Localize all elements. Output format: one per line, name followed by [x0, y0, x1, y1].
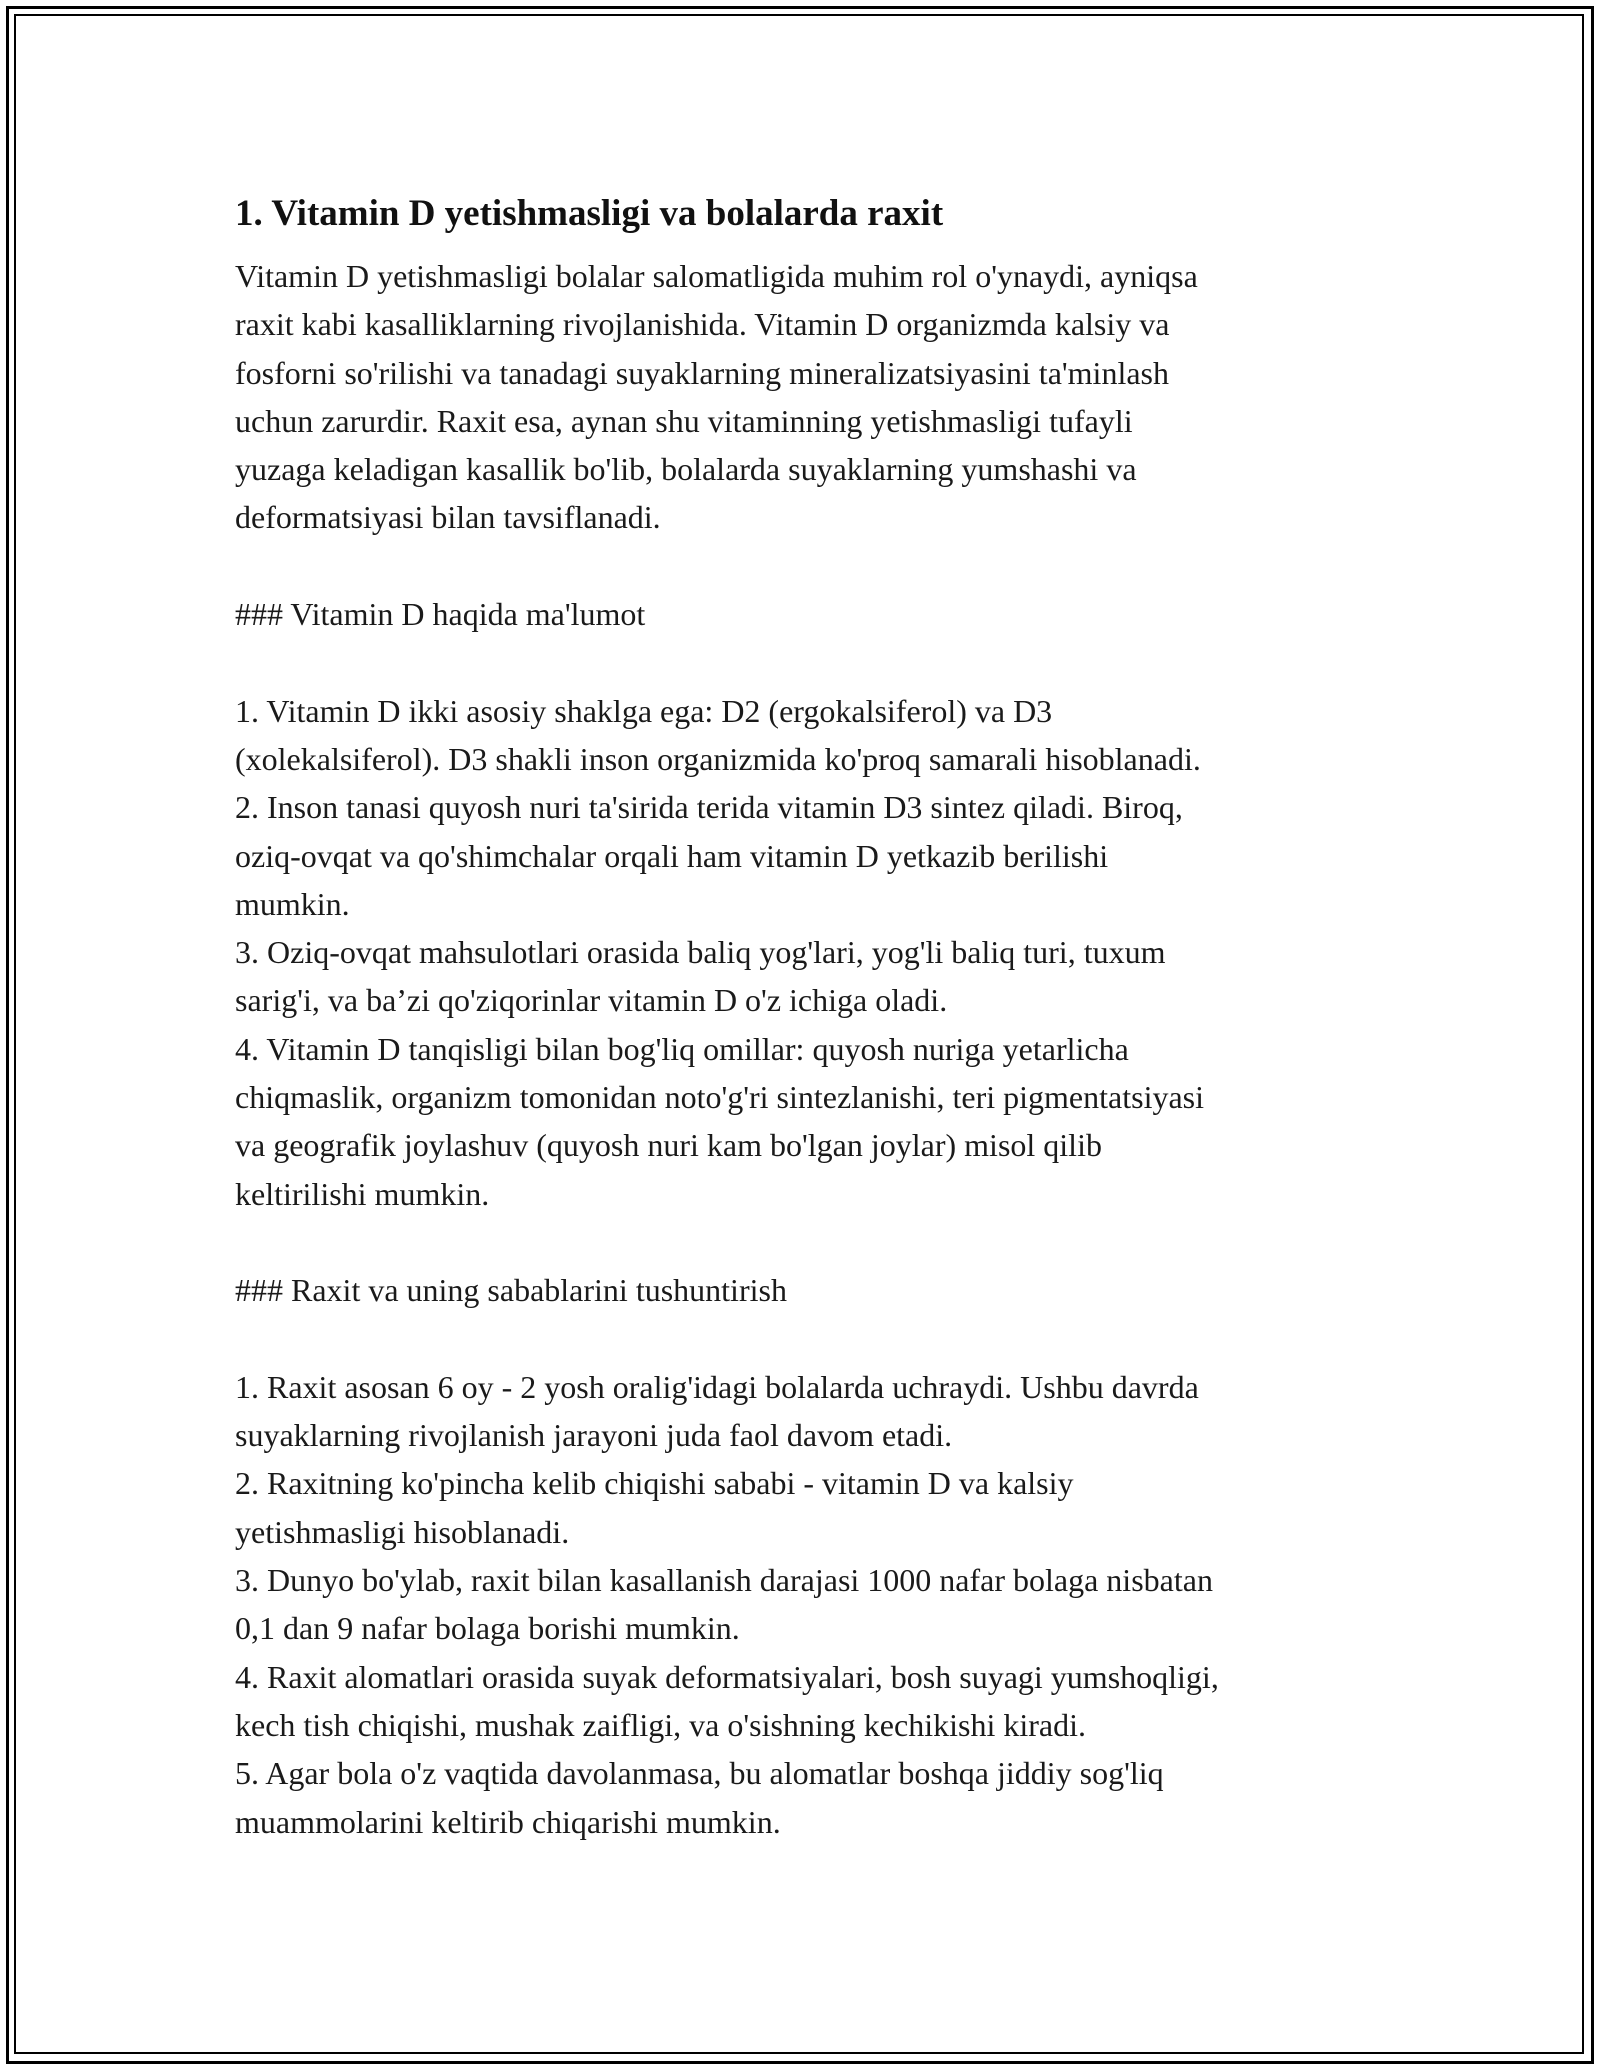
- spacer: [235, 638, 1375, 686]
- list-item: 3. Oziq-ovqat mahsulotlari orasida baliq yog'lari, yog'li baliq turi, tuxum sarig'i, va ba’zi qo'ziqorinlar vitamin D o'z ichiga oladi.: [235, 934, 1166, 1019]
- list-item: 4. Raxit alomatlari orasida suyak deformatsiyalari, bosh suyagi yumshoqligi, kech tish chiqishi, mushak zaifligi, va o'sishning kechikishi kiradi.: [235, 1658, 1219, 1743]
- intro-paragraph: Vitamin D yetishmasligi bolalar salomatligida muhim rol o'ynaydi, ayniqsa raxit kabi kasalliklarning rivojlanishida. Vitamin D organizmda kalsiy va fosforni so'rilishi va tanadagi suyaklarning mineralizatsiyasini ta'minlash uchun zarurdir. Raxit esa, aynan shu vitaminning yetishmasligi tufayli yuzaga keladigan kasallik bo'lib, bolalarda suyaklarning yumshashi va deformatsiyasi bilan tavsiflanadi.: [235, 258, 1198, 536]
- spacer: [235, 1218, 1375, 1266]
- list-item: 2. Inson tanasi quyosh nuri ta'sirida terida vitamin D3 sintez qiladi. Biroq, oziq-ovqat va qo'shimchalar orqali ham vitamin D yetkazib berilishi mumkin.: [235, 789, 1183, 922]
- document-body: [235, 184, 1375, 1846]
- list-item: 3. Dunyo bo'ylab, raxit bilan kasallanish darajasi 1000 nafar bolaga nisbatan 0,1 dan 9 nafar bolaga borishi mumkin.: [235, 1562, 1213, 1647]
- list-item: 1. Raxit asosan 6 oy - 2 yosh oralig'idagi bolalarda uchraydi. Ushbu davrda suyaklarning rivojlanish jarayoni juda faol davom etadi.: [235, 1368, 1199, 1454]
- list-item: 1. Vitamin D ikki asosiy shaklga ega: D2 (ergokalsiferol) va D3 (xolekalsiferol). D3 shakli inson organizmida ko'proq samarali hisoblanadi.: [235, 692, 1201, 777]
- list-item: 4. Vitamin D tanqisligi bilan bog'liq omillar: quyosh nuriga yetarlicha chiqmaslik, organizm tomonidan noto'g'ri sintezlanishi, teri pigmentatsiyasi va geografik joylashuv (quyosh nuri kam bo'lgan joylar) misol qilib keltirilishi mumkin.: [235, 1030, 1204, 1212]
- list-item: 5. Agar bola o'z vaqtida davolanmasa, bu alomatlar boshqa jiddiy sog'liq muammolarini keltirib chiqarishi mumkin.: [235, 1755, 1164, 1840]
- list-item: 2. Raxitning ko'pincha kelib chiqishi sababi - vitamin D va kalsiy yetishmasligi hisoblanadi.: [235, 1465, 1074, 1550]
- section-heading-raxit: ### Raxit va uning sabablarini tushuntirish: [235, 1272, 787, 1309]
- spacer: [235, 542, 1375, 590]
- document-title: 1. Vitamin D yetishmasligi va bolalarda raxit: [235, 193, 944, 234]
- spacer: [235, 1315, 1375, 1363]
- section-heading-vitamin-d: ### Vitamin D haqida ma'lumot: [235, 596, 646, 633]
